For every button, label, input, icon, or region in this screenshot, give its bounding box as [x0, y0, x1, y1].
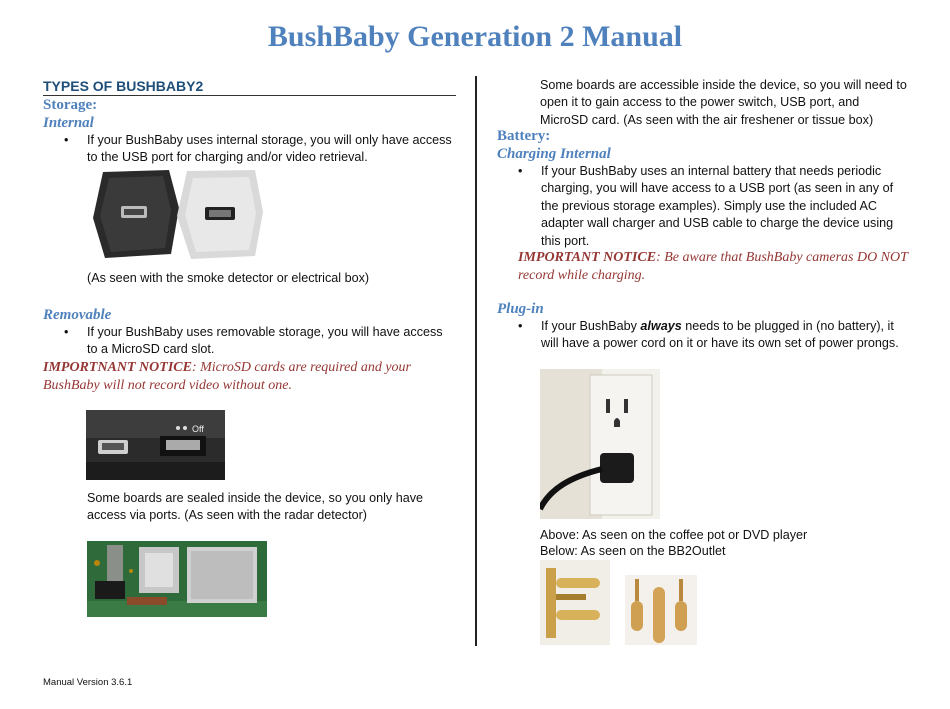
notice-label: IMPORTNANT NOTICE	[43, 359, 192, 375]
types-heading: TYPES OF BUSHBABY2	[43, 78, 456, 96]
plugin-emphasis: always	[640, 319, 682, 333]
circuit-board-photo	[87, 541, 267, 617]
footer-version: Manual Version 3.6.1	[43, 677, 133, 688]
outlet-photo	[540, 369, 660, 519]
left-column	[43, 78, 456, 167]
notice-label: IMPORTANT NOTICE	[518, 250, 657, 265]
notice-text: : MicroSD cards are required and your BushBaby will not record video without one.	[43, 359, 412, 393]
charging-notice	[518, 249, 908, 285]
svg-text:Off: Off	[192, 424, 204, 434]
removable-bullet: • If your BushBaby uses removable storage, you will have access to a MicroSD card slot.	[43, 324, 456, 359]
storage-heading: Storage:	[43, 97, 98, 113]
charging-bullet: • If your BushBaby uses an internal battery that needs periodic charging, you will have access to a USB port (as seen in any of the previous storage examples). Simply use the included AC adapter wall charger and USB cable to charge the device using this port.	[497, 163, 912, 250]
internal-bullet: • If your BushBaby uses internal storage, you will only have access to the USB port for charging and/or video retrieval.	[43, 132, 456, 167]
charging-internal-heading: Charging Internal	[497, 146, 611, 162]
plugin-bullet	[497, 318, 912, 353]
notice-text: : Be aware that BushBaby cameras DO NOT record while charging.	[518, 250, 908, 283]
removable-heading: Removable	[43, 307, 112, 323]
above-caption: Above: As seen on the coffee pot or DVD player	[540, 528, 808, 542]
microsd-slot-photo	[86, 410, 225, 480]
column-divider	[475, 76, 477, 646]
internal-heading: Internal	[43, 115, 94, 131]
plugin-text-post: needs to be plugged in (no battery), it will have a power cord on it or have its own set of power prongs.	[541, 319, 899, 351]
page-title: BushBaby Generation 2 Manual	[267, 20, 683, 53]
power-prongs-photo	[540, 560, 610, 645]
internal-caption: (As seen with the smoke detector or electrical box)	[87, 271, 370, 285]
microsd-notice	[43, 359, 456, 395]
plugin-heading: Plug-in	[497, 301, 544, 317]
sealed-text: Some boards are sealed inside the device, so you only have access via ports. (As seen with the radar detector)	[87, 491, 424, 523]
battery-heading: Battery:	[497, 128, 551, 144]
below-caption: Below: As seen on the BB2Outlet	[540, 544, 726, 558]
plugin-text-pre: If your BushBaby	[541, 319, 641, 333]
round-prongs-photo	[625, 575, 697, 645]
accessible-text: Some boards are accessible inside the device, so you will need to open it to gain access to the power switch, USB port, and MicroSD card. (As seen with the air freshener or tissue box)	[540, 78, 907, 127]
usb-port-photos	[91, 168, 265, 261]
